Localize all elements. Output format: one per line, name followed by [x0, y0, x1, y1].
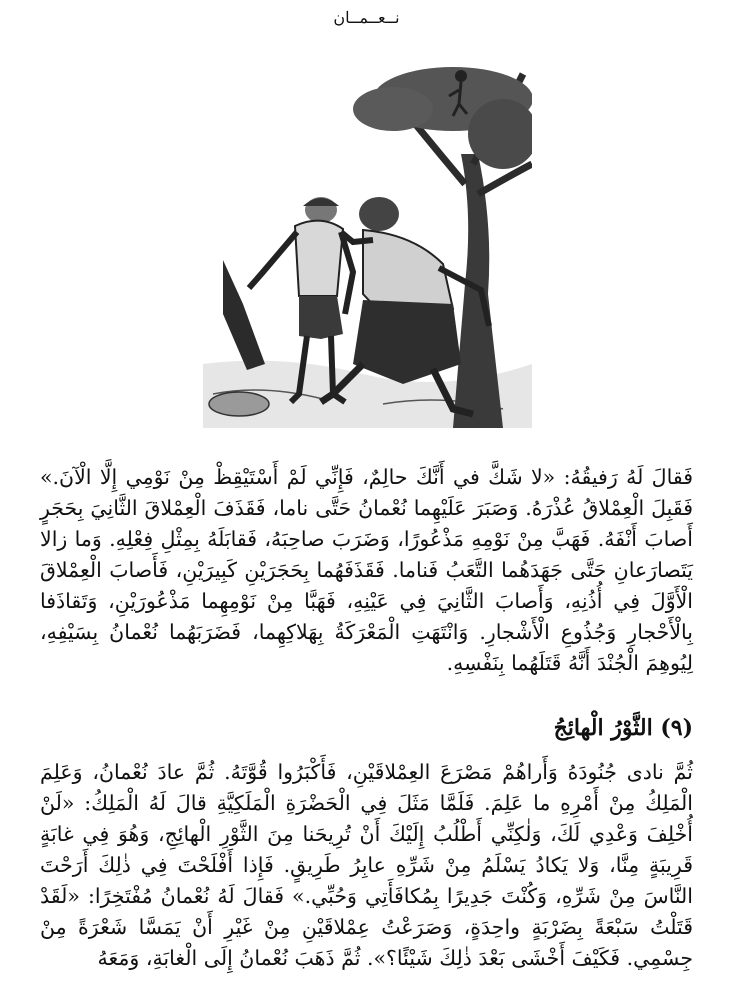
- story-paragraph-1: [40, 462, 693, 679]
- story-paragraph-2: [40, 757, 693, 974]
- section-heading: (٩) الثَّوْرُ الْهائِجُ: [553, 715, 693, 741]
- two-giants-fighting-illustration: [203, 64, 532, 428]
- running-title: نــعــمــان: [333, 8, 400, 27]
- paragraph-text: ثُمَّ نادى جُنُودَهُ وَأَراهُمْ مَصْرَعَ العِمْلاقَيْنِ، فَأَكْبَرُوا قُوَّتَهُ. ثُمَّ عادَ نُعْمانُ، وَعَلِمَ الْمَلِكُ مِنْ أَمْرِهِ ما عَلِمَ. فَلَمَّا مَثَلَ فِي الْحَضْرَةِ الْمَلَكِيَّةِ قالَ لَهُ الْمَلِكُ: «لَنْ أُخْلِفَ وَعْدِي لَكَ، وَلٰكِنِّي أَطْلُبُ إِلَيْكَ أَنْ تُرِيحَنا مِنَ الثَّوْرِ الْهائِجِ، وَهُوَ فِي غابَةٍ قَرِيبَةٍ مِنَّا، وَلا يَكادُ يَسْلَمُ مِنْ شَرِّهِ عابِرُ طَرِيقٍ. فَإِذا أَفْلَحْتَ فِي ذٰلِكَ أَرَحْتَ النَّاسَ مِنْ شَرِّهِ، وَكُنْتَ جَدِيرًا بِمُكافَأَتِي وَحُبِّي.» فَقالَ لَهُ نُعْمانُ مُفْتَخِرًا: «لَقَدْ قَتَلْتُ سَبْعَةً بِضَرْبَةٍ واحِدَةٍ، وَصَرَعْتُ عِمْلاقَيْنِ مِنْ غَيْرِ أَنْ يَمَسَّا شَعْرَةً مِنْ جِسْمِي. فَكَيْفَ أَخْشَى بَعْدَ ذٰلِكَ شَيْئًا؟». ثُمَّ ذَهَبَ نُعْمانُ إِلَى الْغابَةِ، وَمَعَهُ: [40, 760, 693, 970]
- paragraph-text: فَقالَ لَهُ رَفيقُهُ: «لا شَكَّ في أَنَّكَ حالِمٌ، فَإِنِّي لَمْ أَسْتَيْقِظْ مِنْ نَوْمِي إِلَّا الْآنَ.» فَقَبِلَ الْعِمْلاقُ عُذْرَهُ. وَصَبَرَ عَلَيْهِما نُعْمانُ حَتَّى ناما، فَقَذَفَ الْعِمْلاقَ الثَّانِيَ بِحَجَرٍ أَصابَ أَنْفَهُ. فَهَبَّ مِنْ نَوْمِهِ مَذْعُورًا، وَضَرَبَ صاحِبَهُ، فَقابَلَهُ بِمِثْلِ فِعْلِهِ. وَما زالا يَتَصارَعانِ حَتَّى جَهَدَهُما التَّعَبُ فَناما. فَقَذَفَهُما بِحَجَرَيْنِ كَبِيرَيْنِ، فَأَصابَ الْعِمْلاقَ الْأَوَّلَ فِي أُذُنِهِ، وَأَصابَ الثَّانِيَ فِي عَيْنِهِ، فَهَبَّا مِنْ نَوْمِهِما مَذْعُورَيْنِ، وَتَقاذَفا بِالْأَحْجارِ وَجُذُوعِ الْأَشْجارِ. وَانْتَهَتِ الْمَعْرَكَةُ بِهَلاكِهِما، فَضَرَبَهُما نُعْمانُ بِسَيْفِهِ، لِيُوهِمَ الْجُنْدَ أَنَّهُ قَتَلَهُما بِنَفْسِهِ.: [40, 465, 693, 675]
